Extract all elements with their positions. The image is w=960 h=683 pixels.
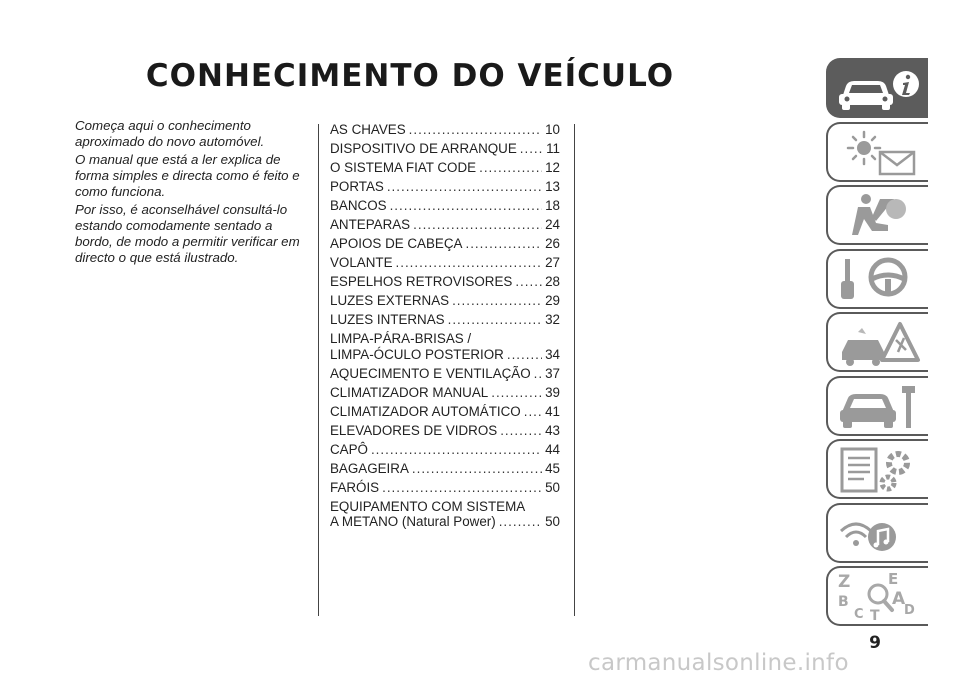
intro-text: [75, 118, 307, 268]
toc-entry[interactable]: [330, 423, 560, 439]
toc-label: LUZES EXTERNAS: [330, 292, 450, 308]
index-letter-t: T: [870, 608, 880, 622]
toc-label: APOIOS DE CABEÇA: [330, 235, 463, 251]
toc-leader: [396, 255, 543, 271]
toc-label: PORTAS: [330, 178, 384, 194]
toc-leader: [409, 122, 542, 138]
toc-entry[interactable]: [330, 442, 560, 458]
toc-label: AQUECIMENTO E VENTILAÇÃO: [330, 365, 531, 381]
toc-label: DISPOSITIVO DE ARRANQUE: [330, 140, 517, 156]
toc-page: 29: [545, 292, 560, 308]
toc-page: 39: [545, 384, 560, 400]
intro-paragraph-3: Por isso, é aconselhável consultá-lo estando comodamente sentado a bordo, de modo a permitir verificar em directo o que está ilustrado.: [75, 202, 300, 265]
toc-entry[interactable]: [330, 366, 560, 382]
toc-leader: [413, 217, 542, 233]
toc-label: O SISTEMA FIAT CODE: [330, 159, 477, 175]
toc-label: BAGAGEIRA: [330, 460, 409, 476]
toc-entry[interactable]: [330, 198, 560, 214]
index-letter-z: Z: [838, 572, 851, 592]
watermark: carmanualsonline.info: [588, 650, 849, 676]
tab-emergency[interactable]: [826, 312, 928, 372]
toc-leader: [524, 404, 542, 420]
technical-data-icon: [836, 445, 922, 495]
toc-leader: [507, 347, 542, 363]
toc-label: AS CHAVES: [330, 122, 406, 137]
intro-paragraph-1: Começa aqui o conhecimento aproximado do novo automóvel.: [75, 118, 265, 149]
warning-lights-icon: [836, 128, 922, 178]
toc-label: ESPELHOS RETROVISORES: [330, 273, 513, 289]
toc-page: 12: [545, 159, 560, 175]
toc-leader: [382, 480, 542, 496]
intro-paragraph-2: O manual que está a ler explica de forma simples e directa como é feito e como funciona.: [75, 152, 300, 199]
toc-label: A METANO (Natural Power): [330, 514, 496, 530]
toc-page: 50: [545, 479, 560, 495]
toc-page: 44: [545, 441, 560, 457]
toc-page: 10: [545, 122, 560, 137]
toc-label: ANTEPARAS: [330, 216, 411, 232]
toc-entry[interactable]: [330, 217, 560, 233]
toc-leader: [412, 461, 542, 477]
toc-entry[interactable]: [330, 385, 560, 401]
tab-technical-data[interactable]: [826, 439, 928, 499]
toc-leader: [387, 179, 542, 195]
car-info-icon: [836, 64, 922, 114]
toc-page: 13: [545, 178, 560, 194]
page-title: CONHECIMENTO DO VEÍCULO: [145, 58, 675, 94]
toc-label: VOLANTE: [330, 254, 393, 270]
toc-page: 50: [545, 514, 560, 530]
index-letter-a: A: [892, 589, 906, 609]
toc-page: 34: [545, 346, 560, 362]
toc-label: LIMPA-ÓCULO POSTERIOR: [330, 346, 504, 362]
tab-safety[interactable]: [826, 185, 928, 245]
tab-vehicle-knowledge[interactable]: [826, 58, 928, 118]
toc-label: CLIMATIZADOR MANUAL: [330, 384, 489, 400]
table-of-contents: [330, 122, 560, 533]
tab-maintenance[interactable]: [826, 376, 928, 436]
multimedia-icon: [836, 509, 922, 559]
toc-page: 24: [545, 216, 560, 232]
toc-page: 11: [546, 140, 560, 156]
toc-entry[interactable]: [330, 312, 560, 328]
toc-entry[interactable]: [330, 274, 560, 290]
toc-entry[interactable]: [330, 160, 560, 176]
toc-entry[interactable]: [330, 293, 560, 309]
index-letter-d: D: [904, 603, 915, 618]
toc-leader: [520, 141, 543, 157]
tab-starting-driving[interactable]: [826, 249, 928, 309]
toc-entry[interactable]: [330, 255, 560, 271]
key-steering-wheel-icon: [836, 255, 922, 305]
toc-page: 37: [545, 365, 560, 381]
toc-page: 18: [545, 197, 560, 213]
toc-leader: [390, 198, 543, 214]
toc-page: 43: [545, 422, 560, 438]
car-maintenance-icon: [836, 382, 922, 432]
index-letter-e: E: [888, 572, 899, 588]
toc-label: CAPÔ: [330, 441, 368, 457]
toc-page: 41: [545, 403, 560, 419]
toc-entry[interactable]: [330, 499, 560, 531]
toc-page: 45: [545, 460, 560, 476]
toc-entry[interactable]: [330, 480, 560, 496]
toc-entry[interactable]: [330, 461, 560, 477]
index-letter-c: C: [854, 607, 864, 622]
column-divider-left: [318, 124, 319, 616]
toc-leader: [499, 514, 542, 530]
toc-leader: [515, 274, 542, 290]
chapter-tabs: [826, 58, 928, 630]
toc-label: CLIMATIZADOR AUTOMÁTICO: [330, 403, 521, 419]
page-number: 9: [869, 633, 881, 653]
airbag-seat-icon: [836, 191, 922, 241]
toc-leader: [491, 385, 542, 401]
toc-leader: [479, 160, 542, 176]
toc-label-line1: EQUIPAMENTO COM SISTEMA: [330, 498, 526, 514]
toc-page: 28: [545, 273, 560, 289]
toc-label: FARÓIS: [330, 479, 380, 495]
toc-leader: [448, 312, 543, 328]
tab-multimedia[interactable]: [826, 503, 928, 563]
toc-entry[interactable]: [330, 404, 560, 420]
toc-entry[interactable]: [330, 331, 560, 363]
toc-entry[interactable]: [330, 122, 560, 138]
toc-label-line1: LIMPA-PÁRA-BRISAS /: [330, 330, 472, 346]
toc-entry[interactable]: [330, 236, 560, 252]
toc-leader: [534, 366, 542, 382]
column-divider-right: [574, 124, 575, 616]
toc-leader: [452, 293, 542, 309]
toc-page: 27: [545, 254, 560, 270]
toc-label: ELEVADORES DE VIDROS: [330, 422, 498, 438]
toc-leader: [500, 423, 542, 439]
tab-warning-lights[interactable]: [826, 122, 928, 182]
toc-leader: [465, 236, 542, 252]
tab-index[interactable]: [826, 566, 928, 626]
breakdown-warning-icon: [836, 318, 922, 368]
toc-page: 26: [545, 235, 560, 251]
toc-label: LUZES INTERNAS: [330, 311, 445, 327]
alphabetical-index-icon: [836, 572, 922, 622]
toc-entry[interactable]: [330, 141, 560, 157]
toc-entry[interactable]: [330, 179, 560, 195]
toc-page: 32: [545, 311, 560, 327]
toc-label: BANCOS: [330, 197, 387, 213]
index-letter-b: B: [838, 594, 849, 610]
toc-leader: [371, 442, 542, 458]
